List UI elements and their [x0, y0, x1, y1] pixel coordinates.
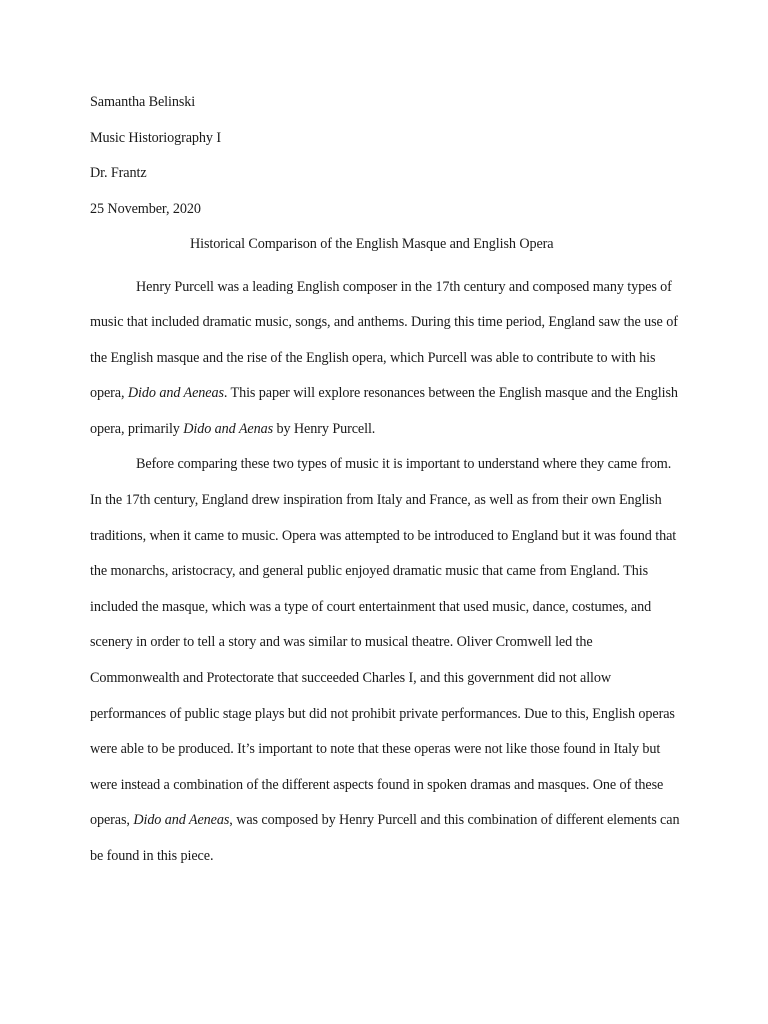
paragraph-2-text-2: , was composed by Henry Purcell and this combination of different elements can be found in this piece.	[90, 812, 680, 864]
author-name: Samantha Belinski	[90, 94, 196, 110]
paragraph-1	[90, 270, 680, 448]
paragraph-2-text-1: Before comparing these two types of music it is important to understand where they came from. In the 17th century, England drew inspiration from Italy and France, as well as from their own English traditions, when it came to music. Opera was attempted to be introduced to England but it was found that the monarchs, aristocracy, and general public enjoyed dramatic music that came from England. This included the masque, which was a type of court entertainment that used music, dance, costumes, and scenery in order to tell a story and was similar to musical theatre. Oliver Cromwell led the Commonwealth and Protectorate that succeeded Charles I, and this government did not allow performances of public stage plays but did not prohibit private performances. Due to this, English operas were able to be produced. It’s important to note that these operas were not like those found in Italy but were instead a combination of the different aspects found in spoken dramas and masques. One of these operas,	[90, 456, 677, 829]
paragraph-1-opera-title-1: Dido and Aeneas	[127, 385, 224, 402]
paragraph-2	[90, 447, 680, 874]
paper-title: Historical Comparison of the English Masque and English Opera	[190, 236, 554, 252]
paragraph-1-text-1: Henry Purcell was a leading English composer in the 17th century and composed many types of music that included dramatic music, songs, and anthems. During this time period, England saw the use of the English masque and the rise of the English opera, which Purcell was able to contribute to with his opera,	[90, 278, 678, 402]
document-body	[90, 92, 680, 875]
paragraph-1-opera-title-2: Dido and Aenas	[183, 420, 274, 437]
paragraph-1-text-3: by Henry Purcell.	[273, 420, 376, 437]
paragraph-1-text-2: . This paper will explore resonances between the English masque and the English opera, primarily	[90, 385, 678, 437]
document-date: 25 November, 2020	[90, 200, 201, 217]
course-name: Music Historiography I	[90, 129, 221, 146]
paragraph-2-opera-title: Dido and Aeneas	[133, 812, 230, 829]
instructor-name: Dr. Frantz	[90, 165, 147, 181]
